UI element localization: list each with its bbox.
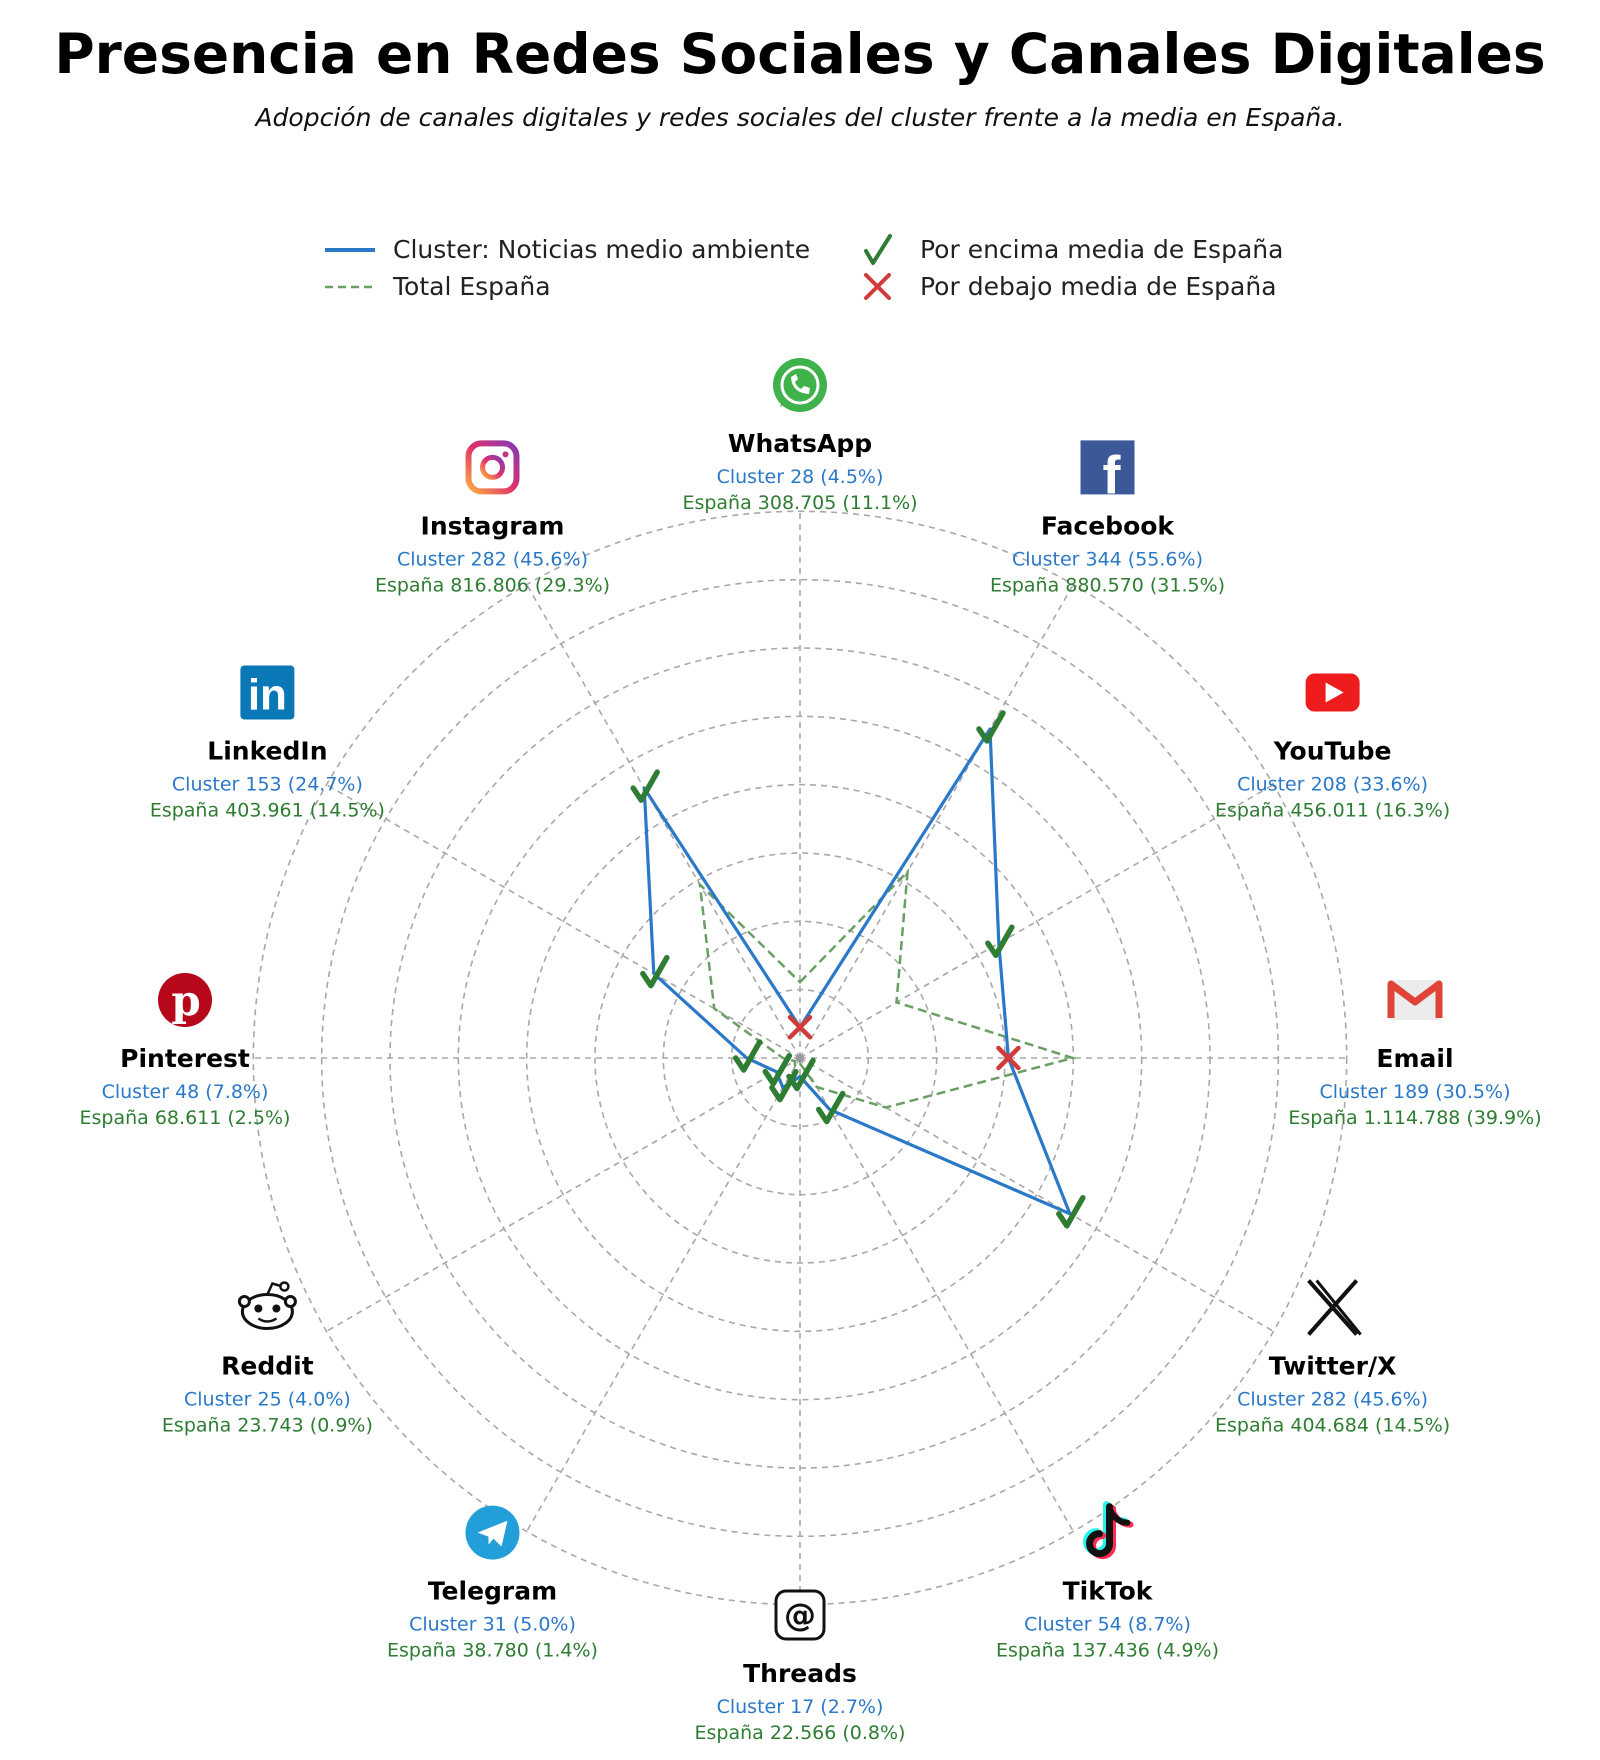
pi-letter: p xyxy=(171,976,201,1025)
legend-spain-label: Total España xyxy=(393,272,551,301)
rd-ear-right xyxy=(285,1297,295,1307)
category-reddit xyxy=(162,1283,373,1437)
category-label-email: Email xyxy=(1376,1044,1454,1073)
spain-value-tiktok: España 137.436 (4.9%) xyxy=(995,1639,1220,1662)
above-marker-pinterest xyxy=(736,1042,760,1070)
cluster-value-tiktok: Cluster 54 (8.7%) xyxy=(1024,1613,1191,1636)
fb-letter: f xyxy=(1102,445,1121,506)
ig-lens xyxy=(483,457,503,477)
category-label-reddit: Reddit xyxy=(221,1351,314,1381)
page-title: Presencia en Redes Sociales y Canales Digitales xyxy=(54,22,1546,86)
instagram-icon xyxy=(469,443,517,491)
category-whatsapp xyxy=(682,358,917,514)
spain-value-youtube: España 456.011 (16.3%) xyxy=(1215,799,1451,822)
spain-value-instagram: España 816.806 (29.3%) xyxy=(374,574,611,597)
li-letters: in xyxy=(247,670,287,720)
telegram-icon xyxy=(466,1506,520,1560)
category-label-threads: Threads xyxy=(743,1659,857,1688)
rd-eye-right xyxy=(272,1305,280,1313)
rd-eye-left xyxy=(254,1305,262,1313)
cluster-series-line xyxy=(644,729,1070,1214)
legend-above-label: Por encima media de España xyxy=(920,235,1284,264)
category-tiktok xyxy=(996,1505,1219,1662)
category-label-pinterest: Pinterest xyxy=(120,1044,250,1073)
category-threads xyxy=(695,1591,906,1744)
gmail-icon xyxy=(1388,980,1442,1020)
tiktok-icon xyxy=(1087,1505,1131,1556)
spain-value-pinterest: España 68.611 (2.5%) xyxy=(79,1107,291,1129)
category-label-linkedin: LinkedIn xyxy=(207,736,328,766)
category-instagram xyxy=(375,443,610,596)
reddit-icon xyxy=(239,1283,295,1329)
grid xyxy=(253,511,1346,1604)
spain-value-whatsapp: España 308.705 (11.1%) xyxy=(682,492,918,514)
category-label-tiktok: TikTok xyxy=(1062,1576,1153,1606)
cluster-value-whatsapp: Cluster 28 (4.5%) xyxy=(716,466,884,488)
spain-value-facebook: España 880.570 (31.5%) xyxy=(989,574,1226,597)
cluster-value-pinterest: Cluster 48 (7.8%) xyxy=(101,1081,269,1103)
category-twitterx xyxy=(1215,1281,1450,1437)
youtube-icon xyxy=(1306,674,1360,712)
cluster-value-instagram: Cluster 282 (45.6%) xyxy=(397,548,588,571)
x-strokes xyxy=(1309,1281,1357,1335)
whatsapp-icon xyxy=(773,358,827,412)
spain-value-threads: España 22.566 (0.8%) xyxy=(694,1722,906,1744)
cluster-value-linkedin: Cluster 153 (24.7%) xyxy=(171,773,363,796)
category-label-whatsapp: WhatsApp xyxy=(727,429,873,458)
facebook-icon xyxy=(1081,440,1135,505)
spain-series-line xyxy=(700,872,1073,1108)
legend-below-label: Por debajo media de España xyxy=(920,272,1277,301)
cluster-value-youtube: Cluster 208 (33.6%) xyxy=(1237,773,1429,796)
category-facebook xyxy=(990,440,1225,596)
category-label-instagram: Instagram xyxy=(420,511,565,541)
spain-value-telegram: España 38.780 (1.4%) xyxy=(387,1639,598,1662)
cluster-value-email: Cluster 189 (30.5%) xyxy=(1319,1081,1511,1103)
category-telegram xyxy=(387,1506,598,1662)
threads-icon xyxy=(776,1591,824,1639)
category-label-youtube: YouTube xyxy=(1273,736,1392,766)
x-icon xyxy=(1309,1281,1361,1335)
category-label-telegram: Telegram xyxy=(427,1576,558,1606)
category-email xyxy=(1288,980,1541,1129)
cluster-value-threads: Cluster 17 (2.7%) xyxy=(716,1696,884,1718)
spain-value-linkedin: España 403.961 (14.5%) xyxy=(149,799,385,822)
th-glyph: @ xyxy=(784,1596,816,1634)
cluster-value-telegram: Cluster 31 (5.0%) xyxy=(409,1613,576,1636)
rd-ear-left xyxy=(239,1297,249,1307)
ig-frame xyxy=(469,443,517,491)
category-label-twitterx: Twitter/X xyxy=(1268,1351,1397,1381)
category-label-facebook: Facebook xyxy=(1040,511,1175,541)
linkedin-icon xyxy=(240,666,294,720)
center-dot xyxy=(796,1054,804,1062)
pinterest-icon xyxy=(158,973,212,1027)
cluster-value-twitterx: Cluster 282 (45.6%) xyxy=(1237,1388,1429,1411)
page-subtitle: Adopción de canales digitales y redes sociales del cluster frente a la media en España. xyxy=(255,103,1345,132)
ig-dot xyxy=(503,451,509,457)
legend-cluster-label: Cluster: Noticias medio ambiente xyxy=(393,235,811,264)
category-pinterest xyxy=(80,973,291,1129)
above-marker-facebook xyxy=(979,713,1003,741)
spain-value-reddit: España 23.743 (0.9%) xyxy=(161,1414,373,1437)
rd-antenna-ball xyxy=(280,1283,288,1291)
spain-value-email: España 1.114.788 (39.9%) xyxy=(1288,1107,1542,1129)
spain-value-twitterx: España 404.684 (14.5%) xyxy=(1215,1414,1451,1437)
cluster-value-reddit: Cluster 25 (4.0%) xyxy=(184,1388,351,1411)
above-marker-instagram xyxy=(633,772,657,800)
x-inner xyxy=(1317,1281,1361,1335)
cluster-value-facebook: Cluster 344 (55.6%) xyxy=(1012,548,1203,571)
